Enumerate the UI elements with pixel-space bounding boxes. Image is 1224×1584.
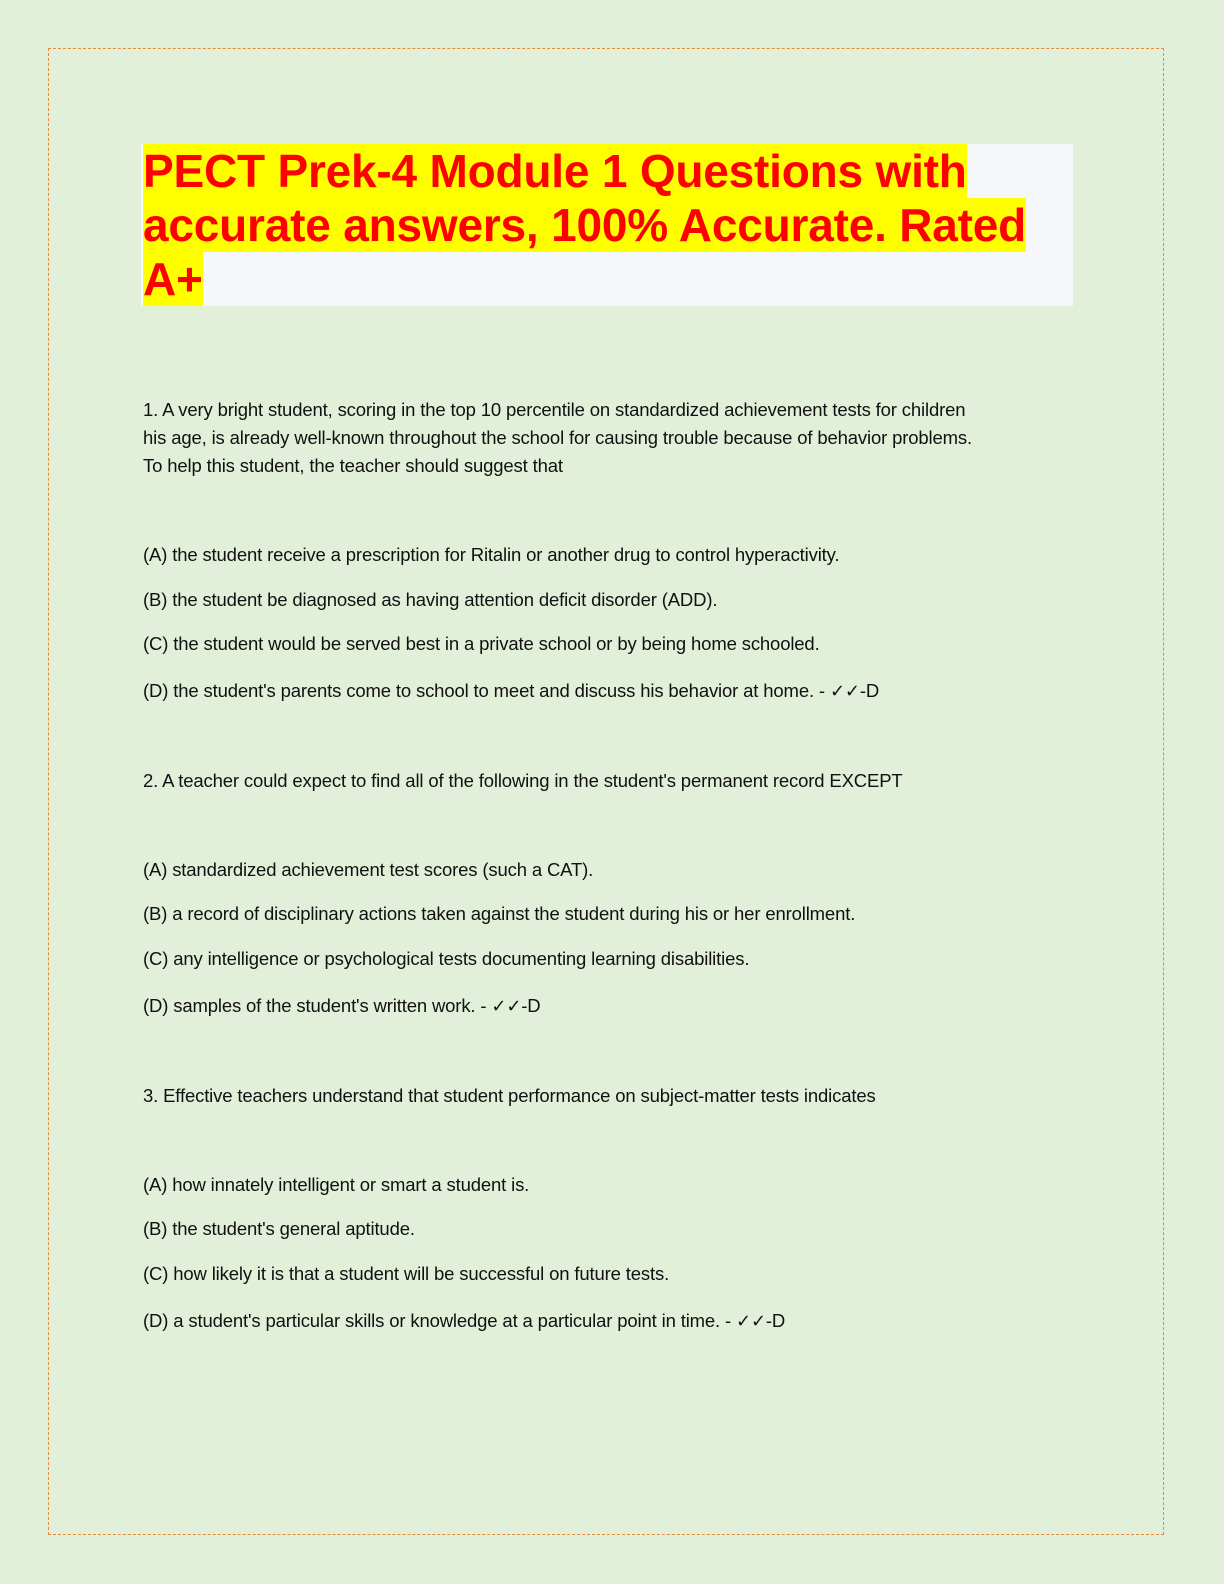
option-a: (A) the student receive a prescription for Ritalin or another drug to control hyperactivity. [143, 544, 840, 565]
option-a: (A) how innately intelligent or smart a student is. [143, 1174, 530, 1195]
double-check-icon: ✓✓ [736, 1311, 766, 1332]
answer-label: -D [859, 680, 880, 701]
option-d-text: (D) a student's particular skills or knowledge at a particular point in time. - [143, 1310, 737, 1331]
option-d [143, 992, 541, 1021]
option-d [143, 677, 879, 706]
question-stem-line: 1. A very bright student, scoring in the top 10 percentile on standardized achievement tests for children [143, 399, 966, 420]
question-stem-line: 2. A teacher could expect to find all of the following in the student's permanent record EXCEPT [143, 770, 903, 791]
title-line-1: PECT Prek-4 Module 1 Questions with [143, 145, 967, 197]
option-c: (C) how likely it is that a student will be successful on future tests. [143, 1263, 670, 1284]
option-b: (B) the student be diagnosed as having attention deficit disorder (ADD). [143, 589, 718, 610]
answer-label: -D [765, 1310, 786, 1331]
title-line-2: accurate answers, 100% Accurate. Rated [143, 199, 1027, 251]
option-c: (C) the student would be served best in a private school or by being home schooled. [143, 633, 820, 654]
option-c: (C) any intelligence or psychological tests documenting learning disabilities. [143, 948, 750, 969]
document-title [141, 144, 1073, 306]
title-line-3: A+ [143, 253, 203, 305]
double-check-icon: ✓✓ [491, 996, 522, 1017]
question-stem-line: To help this student, the teacher should suggest that [143, 455, 563, 476]
answer-label: -D [521, 995, 541, 1016]
question-stem-line: 3. Effective teachers understand that student performance on subject-matter tests indicates [143, 1085, 876, 1106]
question-stem-line: his age, is already well-known throughout the school for causing trouble because of behavior problems. [143, 427, 972, 448]
option-d [143, 1307, 785, 1336]
option-d-text: (D) samples of the student's written work. - [143, 995, 492, 1016]
option-a: (A) standardized achievement test scores (such a CAT). [143, 859, 594, 880]
option-b: (B) a record of disciplinary actions taken against the student during his or her enrollment. [143, 903, 856, 924]
double-check-icon: ✓✓ [829, 681, 860, 702]
option-b: (B) the student's general aptitude. [143, 1218, 415, 1239]
option-d-text: (D) the student's parents come to school to meet and discuss his behavior at home. - [143, 680, 830, 701]
